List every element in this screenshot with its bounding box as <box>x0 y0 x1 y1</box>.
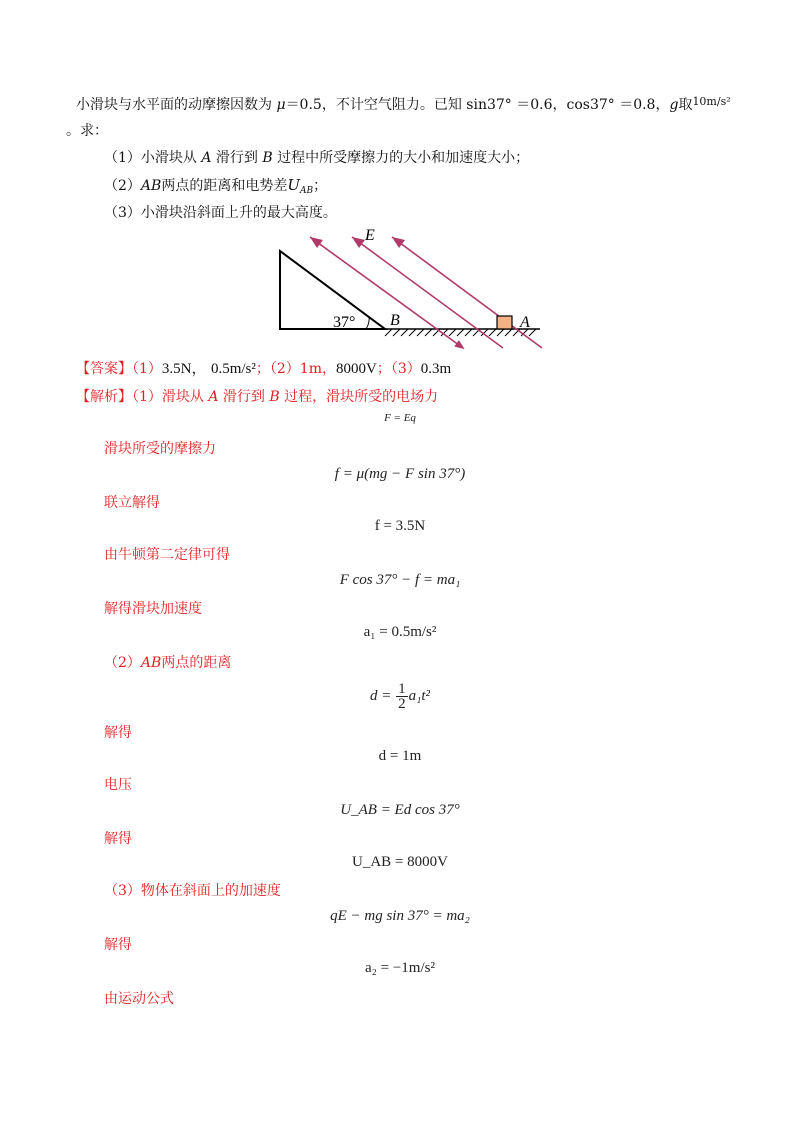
field-arrowhead-3 <box>392 237 405 248</box>
question-1: （1）小滑块从 A 滑行到 B 过程中所受摩擦力的大小和加速度大小； <box>104 150 530 166</box>
step-solve-3: 解得 <box>104 831 132 847</box>
equation-friction-value: f = 3.5N <box>374 518 426 534</box>
step-part3: （3）物体在斜面上的加速度 <box>104 883 281 899</box>
problem-line-2: 。求： <box>66 123 108 139</box>
sliding-block <box>497 316 512 329</box>
label-E: E <box>365 227 375 244</box>
equation-newton: F cos 37° − f = ma₁ <box>339 572 461 588</box>
equation-friction: f = μ(mg − F sin 37°) <box>334 466 466 482</box>
angle-arc <box>366 316 369 329</box>
equation-voltage-value: U_AB = 8000V <box>352 854 448 870</box>
question-2: （2）AB两点的距离和电势差$U_{AB}$； <box>104 176 328 196</box>
step-friction: 滑块所受的摩擦力 <box>104 441 216 457</box>
step-voltage: 电压 <box>104 777 132 793</box>
label-A: A <box>520 314 530 331</box>
ground-hatching <box>385 329 536 336</box>
equation-distance: d = $\frac{1}{2}$ a₁t² <box>369 681 430 712</box>
answer-line: 【答案】（1）3.5N， 0.5m/s²；（2）1m，8000V；（3）0.3m <box>76 361 452 377</box>
step-part2: （2）AB两点的距离 <box>104 655 232 671</box>
field-arrowhead-1 <box>310 237 323 248</box>
step-solve-4: 解得 <box>104 937 132 953</box>
field-line-1 <box>310 237 463 348</box>
equation-voltage: U_AB = Ed cos 37° <box>340 802 460 818</box>
fraction-half: $\frac{1}{2}$ <box>398 681 406 712</box>
solution-intro: 【解析】（1）滑块从 A 滑行到 B 过程，滑块所受的电场力 <box>76 389 439 405</box>
step-solve-1: 联立解得 <box>104 495 160 511</box>
question-3: （3）小滑块沿斜面上升的最大高度。 <box>104 205 337 221</box>
label-angle: 37° <box>333 314 356 331</box>
step-acceleration: 解得滑块加速度 <box>104 601 202 617</box>
step-solve-2: 解得 <box>104 725 132 741</box>
equation-a2-relation: qE − mg sin 37° = ma₂ <box>330 908 470 924</box>
field-line-3 <box>392 237 542 348</box>
equation-electric-force: F = Eq <box>384 412 416 424</box>
field-line-2 <box>352 237 503 348</box>
problem-line-1: 小滑块与水平面的动摩擦因数为 μ＝0.5，不计空气阻力。已知 sin37° ＝0.6，cos37° ＝0.8，g取$^{10m/s^2}$ <box>76 95 731 113</box>
label-B: B <box>390 312 400 329</box>
equation-a1: a₁ = 0.5m/s² <box>363 624 437 640</box>
field-arrowhead-2 <box>352 237 365 248</box>
equation-a2: a₂ = −1m/s² <box>365 960 435 976</box>
step-newton: 由牛顿第二定律可得 <box>104 547 230 563</box>
equation-distance-value: d = 1m <box>378 748 422 764</box>
step-motion: 由运动公式 <box>104 991 174 1007</box>
incline-field-diagram <box>0 0 800 360</box>
